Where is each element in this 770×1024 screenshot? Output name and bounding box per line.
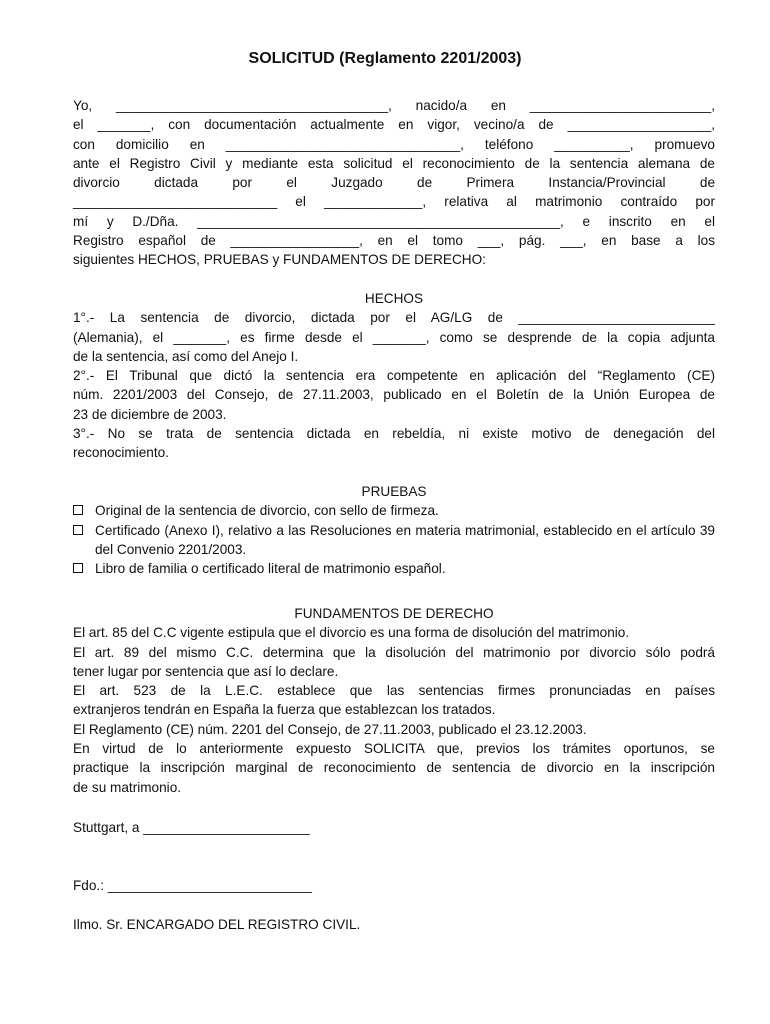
hechos-line: reconocimiento.: [73, 445, 169, 461]
evidence-item: [73, 501, 715, 520]
intro-line: Registro español de _________________, en el tomo ___, pág. ___, en base a los: [73, 233, 715, 249]
fundamentos-line: El art. 85 del C.C vigente estipula que el divorcio es una forma de disolución del matrimonio.: [73, 625, 630, 641]
intro-line: ante el Registro Civil y mediante esta solicitud el reconocimiento de la sentencia alemana de: [73, 155, 715, 171]
fundamentos-line: de su matrimonio.: [73, 779, 182, 795]
pruebas-section: [73, 482, 715, 578]
fundamentos-line: practique la inscripción marginal de reconocimiento de sentencia de divorcio en la inscripción: [73, 760, 715, 776]
hechos-line: núm. 2201/2003 del Consejo, de 27.11.2003, publicado en el Boletín de la Unión Europea de: [73, 387, 715, 403]
intro-line: divorcio dictada por el Juzgado de Primera Instancia/Provincial de: [73, 175, 715, 191]
evidence-text: Certificado (Anexo I), relativo a las Resoluciones en materia matrimonial, establecido en el artículo 39 del Convenio 2201/2003.: [95, 522, 715, 557]
intro-paragraph: [73, 96, 715, 270]
intro-line: mí y D./Dña. ________________________________________________, e inscrito en el: [73, 213, 715, 229]
document-title: SOLICITUD (Reglamento 2201/2003): [248, 50, 522, 67]
evidence-item: [73, 559, 715, 578]
evidence-text: Original de la sentencia de divorcio, con sello de firmeza.: [95, 503, 439, 519]
checkbox[interactable]: [73, 525, 83, 535]
fundamentos-heading: FUNDAMENTOS DE DERECHO: [294, 606, 494, 621]
addressee: Ilmo. Sr. ENCARGADO DEL REGISTRO CIVIL.: [73, 917, 361, 932]
evidence-text: Libro de familia o certificado literal de matrimonio español.: [95, 561, 446, 577]
evidence-item: [73, 521, 715, 560]
checkbox[interactable]: [73, 563, 83, 573]
hechos-line: de la sentencia, así como del Anejo I.: [73, 348, 299, 364]
hechos-line: 3°.- No se trata de sentencia dictada en rebeldía, ni existe motivo de denegación del: [73, 426, 715, 442]
fundamentos-line: extranjeros tendrán en España la fuerza que establezcan los tratados.: [73, 702, 496, 718]
intro-line: siguientes HECHOS, PRUEBAS y FUNDAMENTOS DE DERECHO:: [73, 252, 486, 268]
pruebas-heading: PRUEBAS: [361, 484, 427, 499]
fundamentos-line: En virtud de lo anteriormente expuesto SOLICITA que, previos los trámites oportunos, se: [73, 741, 715, 757]
hechos-heading: HECHOS: [364, 291, 424, 306]
hechos-line: (Alemania), el _______, es firme desde el _______, como se desprende de la copia adjunta: [73, 329, 715, 345]
intro-line: el _______, con documentación actualmente en vigor, vecino/a de ___________________,: [73, 117, 715, 133]
hechos-section: [73, 289, 715, 463]
fundamentos-line: El art. 523 de la L.E.C. establece que las sentencias firmes pronunciadas en países: [73, 683, 715, 699]
fundamentos-line: tener lugar por sentencia que así lo declare.: [73, 663, 339, 679]
intro-line: Yo, ____________________________________, nacido/a en ________________________,: [73, 98, 715, 113]
fundamentos-section: [73, 604, 715, 797]
place-date-line: Stuttgart, a ______________________: [73, 820, 310, 835]
intro-line: con domicilio en _______________________________, teléfono __________, promuevo: [73, 136, 715, 152]
hechos-line: 23 de diciembre de 2003.: [73, 406, 227, 422]
fundamentos-line: El art. 89 del mismo C.C. determina que la disolución del matrimonio por divorcio sólo podrá: [73, 644, 715, 660]
signature-line: Fdo.: ___________________________: [73, 878, 312, 893]
hechos-line: 1°.- La sentencia de divorcio, dictada por el AG/LG de __________________________: [73, 310, 715, 326]
hechos-line: 2°.- El Tribunal que dictó la sentencia era competente en aplicación del “Reglamento (CE): [73, 368, 715, 384]
checkbox[interactable]: [73, 505, 83, 515]
intro-line: ___________________________ el _____________, relativa al matrimonio contraído por: [73, 194, 715, 210]
fundamentos-line: El Reglamento (CE) núm. 2201 del Consejo, de 27.11.2003, publicado el 23.12.2003.: [73, 721, 587, 737]
